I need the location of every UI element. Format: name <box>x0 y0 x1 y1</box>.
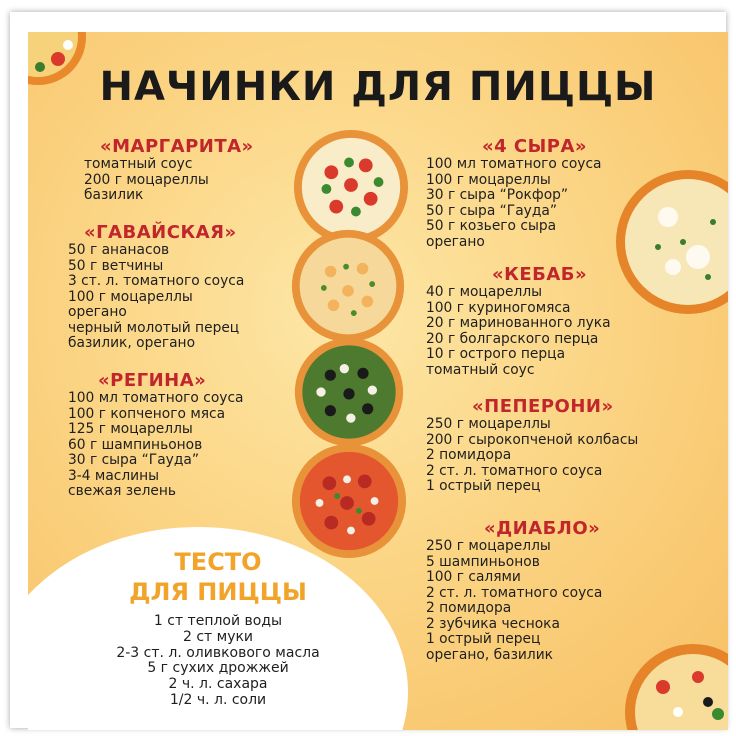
ingredient: 200 г сырокопченой колбасы <box>426 431 639 448</box>
ingredient: 1/2 ч. л. соли <box>169 691 267 708</box>
ingredient: 20 г маринованного лука <box>426 315 611 331</box>
ingredient: орегано, базилик <box>426 646 554 663</box>
ingredient: 40 г моцареллы <box>426 284 543 300</box>
ingredient: 2-3 ст. л. оливкового масла <box>116 644 320 661</box>
dough-title-line1: ТЕСТО <box>174 548 262 576</box>
poster <box>28 32 728 730</box>
pizza-four-cheese-icon <box>613 167 728 317</box>
recipe-title: «КЕБАБ» <box>492 264 588 285</box>
pizza-hawaiian-icon <box>290 228 406 344</box>
ingredient: 100 г салями <box>426 569 521 585</box>
recipe-title: «ДИАБЛО» <box>484 518 601 539</box>
dough-title-line2: ДЛЯ ПИЦЦЫ <box>129 578 307 606</box>
ingredient: 100 г копченого мяса <box>68 405 226 422</box>
dough-ingredients <box>58 614 378 709</box>
ingredient: 50 г ветчины <box>68 257 164 274</box>
ingredient: орегано <box>426 233 485 250</box>
ingredient: 125 г моцареллы <box>68 421 193 437</box>
ingredient: 1 острый перец <box>426 478 541 494</box>
ingredient: 250 г моцареллы <box>426 538 551 554</box>
ingredient: 30 г сыра “Гауда” <box>68 452 199 468</box>
recipe-title: «РЕГИНА» <box>98 370 207 391</box>
recipe-title: «МАРГАРИТА» <box>100 136 254 157</box>
ingredient: черный молотый перец <box>68 319 240 336</box>
ingredient: томатный соус <box>426 361 535 378</box>
recipe-regina <box>68 370 243 500</box>
ingredient: 30 г сыра “Рокфор” <box>426 187 569 203</box>
ingredient: 2 ст. л. томатного соуса <box>426 584 603 601</box>
ingredient: 3 ст. л. томатного соуса <box>68 273 245 289</box>
ingredient: 5 шампиньонов <box>426 553 540 570</box>
ingredient: 100 г моцареллы <box>426 171 551 188</box>
ingredient: 20 г болгарского перца <box>426 330 599 347</box>
poster-frame <box>10 12 726 728</box>
ingredient: 100 г куриногомяса <box>426 299 571 316</box>
ingredient: 2 помидора <box>426 447 512 463</box>
ingredient: 50 г сыра “Гауда” <box>426 202 557 219</box>
ingredient: 3-4 маслины <box>68 467 160 484</box>
recipe-four-cheese <box>426 136 601 250</box>
recipe-title: «4 СЫРА» <box>482 136 588 157</box>
ingredient: 1 острый перец <box>426 631 541 647</box>
recipe-title: «ГАВАЙСКАЯ» <box>84 222 237 243</box>
ingredient: 2 ч. л. сахара <box>168 676 268 693</box>
recipe-hawaiian <box>68 222 244 352</box>
recipe-pepperoni <box>426 396 638 495</box>
ingredient: 50 г ананасов <box>68 242 170 258</box>
ingredient: базилик, орегано <box>68 335 196 351</box>
recipe-diablo <box>426 518 602 663</box>
pizza-corner-icon <box>623 642 728 730</box>
ingredient: 2 помидора <box>426 600 512 616</box>
pizza-pepperoni-icon <box>290 442 408 560</box>
ingredient: 2 ст муки <box>182 628 254 645</box>
ingredient: свежая зелень <box>68 483 177 499</box>
ingredient: 250 г моцареллы <box>426 416 551 432</box>
pizza-pesto-olive-icon <box>293 336 405 448</box>
ingredient: 100 мл томатного соуса <box>426 156 602 172</box>
ingredient: орегано <box>68 304 127 320</box>
ingredient: 2 зубчика чеснока <box>426 615 560 632</box>
recipe-kebab <box>426 264 611 378</box>
ingredient: 100 г моцареллы <box>68 288 193 305</box>
ingredient: 2 ст. л. томатного соуса <box>426 462 603 479</box>
ingredient: 100 мл томатного соуса <box>68 390 244 406</box>
ingredient: 50 г козьего сыра <box>426 218 557 234</box>
ingredient: базилик <box>84 187 144 203</box>
page-title: НАЧИНКИ ДЛЯ ПИЦЦЫ <box>99 64 657 110</box>
ingredient: 5 г сухих дрожжей <box>147 660 289 677</box>
recipe-title: «ПЕПЕРОНИ» <box>472 396 614 417</box>
ingredient: 200 г моцареллы <box>84 171 209 188</box>
ingredient: 1 ст теплой воды <box>153 613 283 629</box>
ingredient: 10 г острого перца <box>426 346 566 362</box>
recipe-margarita <box>84 136 254 204</box>
ingredient: 60 г шампиньонов <box>68 436 203 453</box>
ingredient: томатный соус <box>84 156 193 172</box>
